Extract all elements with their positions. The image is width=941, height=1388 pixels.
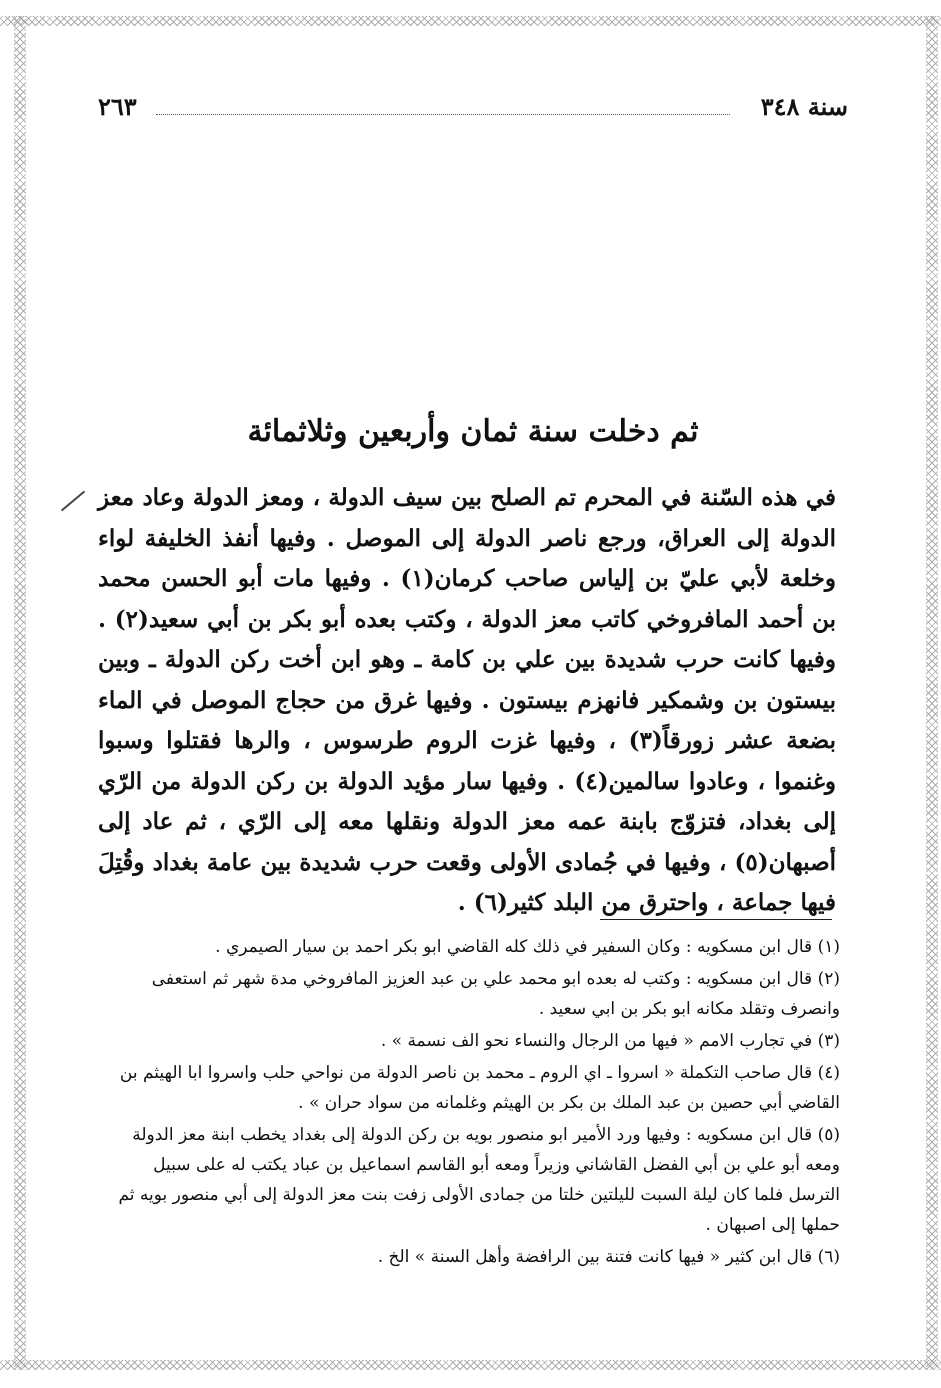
footnote-2: [98, 964, 840, 1024]
footnotes: [98, 932, 840, 1274]
footnote-4: [98, 1058, 840, 1118]
footnote-number: (١): [817, 937, 840, 957]
footnote-number: (٤): [817, 1063, 840, 1083]
decorative-border-left: [14, 16, 26, 1370]
decorative-border-bottom: [0, 1360, 941, 1370]
decorative-border-right: [926, 16, 938, 1370]
page-number: ٢٦٣: [98, 92, 137, 121]
running-header-year: سنة ٣٤٨: [760, 92, 848, 121]
footnote-6: [98, 1242, 840, 1272]
page-header: [98, 92, 848, 126]
footnote-text: قال ابن مسكويه : وفيها ورد الأمير ابو منصور بويه بن ركن الدولة إلى بغداد يخطب ابنة معز الدولة ومعه أبو علي بن أبي الفضل القاشاني وزيراً ومعه أبو القاسم اسماعيل بن عباد يكتب له على سبيل الترسل فلما كان ليلة السبت لليلتين خلتا من جمادى الأولى زفت بنت معز الدولة إلى أبي منصور بويه ثم حملها إلى اصبهان .: [118, 1125, 840, 1235]
header-dotted-leader: [156, 114, 730, 115]
footnote-number: (٦): [817, 1247, 840, 1267]
footnote-text: قال ابن مسكويه : وكان السفير في ذلك كله القاضي ابو بكر احمد بن سيار الصيمري .: [215, 937, 813, 957]
footnote-number: (٥): [817, 1125, 840, 1145]
footnote-text: قال ابن مسكويه : وكتب له بعده ابو محمد علي بن عبد العزيز المافروخي مدة شهر ثم استعفى وانصرف وتقلد مكانه ابو بكر بن ابي سعيد .: [151, 969, 840, 1019]
footnote-number: (٣): [817, 1031, 840, 1051]
body-paragraph: في هذه السّنة في المحرم تم الصلح بين سيف الدولة ، ومعز الدولة وعاد معز الدولة إلى العراق، ورجع ناصر الدولة إلى الموصل . وفيها أنفذ الخليفة لواء وخلعة لأبي عليّ بن إلياس صاحب كرمان(١) . وفيها مات أبو الحسن محمد بن أحمد المافروخي كاتب معز الدولة ، وكتب بعده أبو بكر بن أبي سعيد(٢) . وفيها كانت حرب شديدة بين علي بن كامة ـ وهو ابن أخت ركن الدولة ـ وبين بيستون بن وشمكير فانهزم بيستون . وفيها غرق من حجاج الموصل في الماء بضعة عشر زورقاً(٣) ، وفيها غزت الروم طرسوس ، والرها فقتلوا وسبوا وغنموا ، وعادوا سالمين(٤) . وفيها سار مؤيد الدولة بن ركن الدولة من الرّي إلى بغداد، فتزوّج بابنة عمه معز الدولة ونقلها معه إلى الرّي ، ثم عاد إلى أصبهان(٥) ، وفيها في جُمادى الأولى وقعت حرب شديدة بين عامة بغداد وقُتِلَ فيها جماعة ، واحترق من البلد كثير(٦) .: [98, 484, 836, 916]
footnote-separator: [600, 919, 832, 920]
footnote-text: في تجارب الامم « فيها من الرجال والنساء نحو الف نسمة » .: [380, 1031, 813, 1051]
footnote-5: [98, 1120, 840, 1240]
footnote-number: (٢): [817, 969, 840, 989]
footnote-text: قال صاحب التكملة « اسروا ـ اي الروم ـ محمد بن ناصر الدولة من نواحي حلب واسروا ابا الهيثم بن القاضي أبي حصين بن عبد الملك بن بكر بن الهيثم وغلمانه من سواد حران » .: [119, 1063, 840, 1113]
margin-pencil-mark: [61, 491, 85, 512]
footnote-3: [98, 1026, 840, 1056]
footnote-text: قال ابن كثير « فيها كانت فتنة بين الرافضة وأهل السنة » الخ .: [377, 1247, 813, 1267]
footnote-1: [98, 932, 840, 962]
decorative-border-top: [0, 16, 941, 26]
chapter-title: ثم دخلت سنة ثمان وأربعين وثلاثمائة: [247, 414, 699, 449]
